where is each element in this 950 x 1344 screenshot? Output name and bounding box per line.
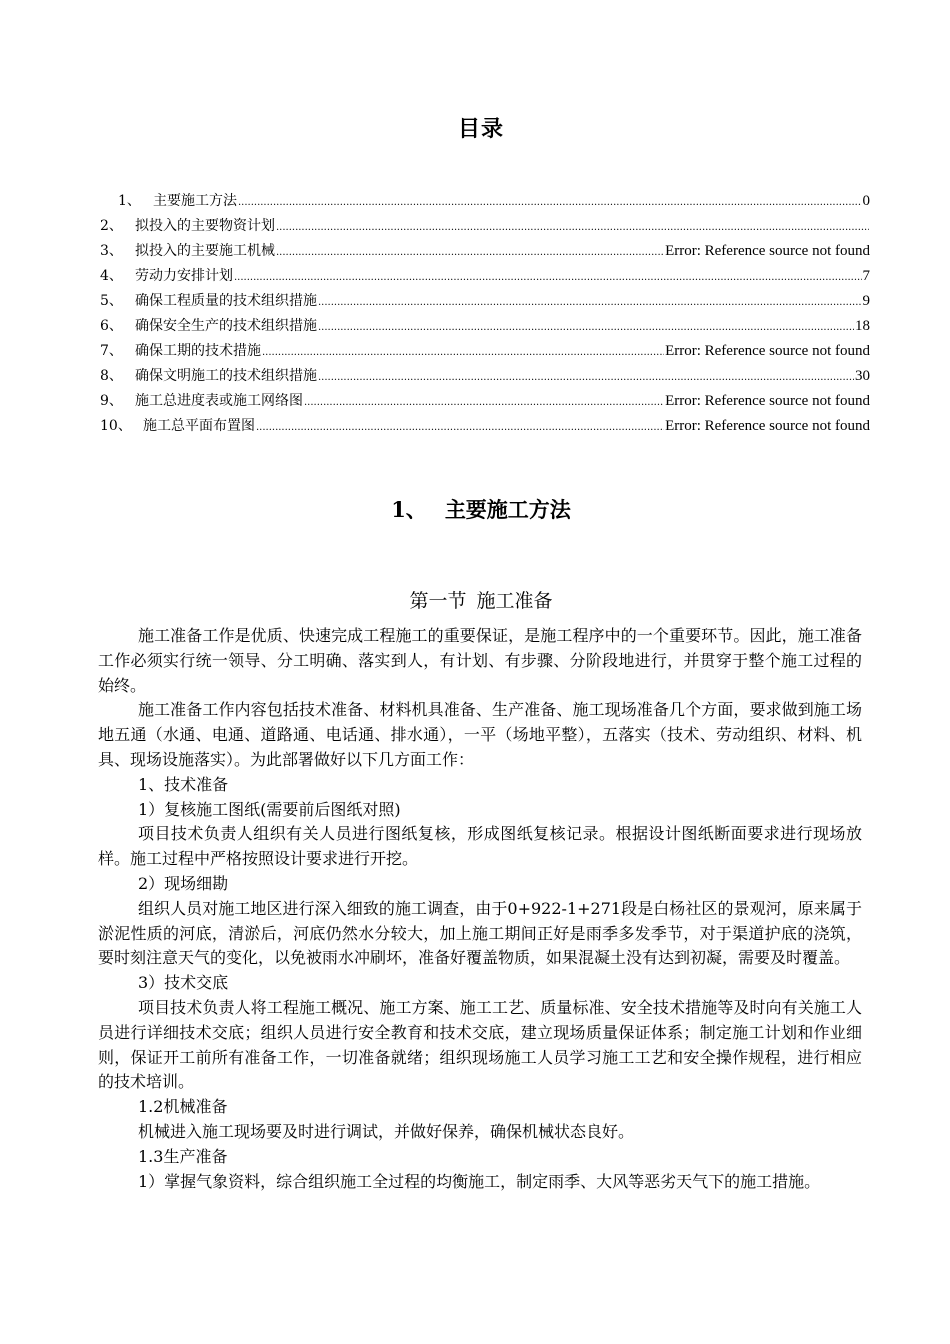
- toc-entry[interactable]: [100, 290, 870, 315]
- section-heading: [0, 494, 950, 524]
- paragraph-heading: 1、技术准备: [138, 774, 229, 794]
- toc-dot-leader: [234, 268, 862, 284]
- toc-dot-leader: [238, 193, 862, 209]
- toc-entry-label: 主要施工方法: [153, 193, 237, 209]
- paragraph-heading: 2）现场细勘: [138, 873, 229, 893]
- paragraph: 1）掌握气象资料，综合组织施工全过程的均衡施工，制定雨季、大风等恶劣天气下的施工措施。: [138, 1171, 821, 1191]
- toc-entry-label: 劳动力安排计划: [135, 268, 233, 284]
- toc-entry-page: 30: [855, 368, 870, 384]
- paragraph: 施工准备工作内容包括技术准备、材料机具准备、生产准备、施工现场准备几个方面，要求做到施工场地五通（水通、电通、道路通、电话通、排水通），一平（场地平整），五落实（技术、劳动组织、材料、机具、现场设施落实）。为此部署做好以下几方面工作：: [98, 700, 862, 769]
- toc-entry-label: 施工总平面布置图: [143, 418, 255, 434]
- toc-entry-number: 7、: [100, 343, 123, 359]
- toc-entry[interactable]: [100, 265, 870, 290]
- table-of-contents: [100, 190, 870, 440]
- toc-entry-page: Error: Reference source not found: [665, 418, 870, 434]
- toc-dot-leader: [276, 243, 664, 259]
- toc-entry-number: 5、: [100, 293, 123, 309]
- toc-entry-page: Error: Reference source not found: [665, 243, 870, 259]
- toc-entry-number: 10、: [100, 418, 132, 434]
- toc-entry[interactable]: [100, 365, 870, 390]
- paragraph: 机械进入施工现场要及时进行调试，并做好保养，确保机械状态良好。: [138, 1121, 635, 1141]
- toc-entry-page: 7: [862, 268, 870, 284]
- toc-entry[interactable]: [100, 340, 870, 365]
- subsection-number: 第一节: [409, 590, 467, 612]
- body-text: [98, 624, 862, 1194]
- paragraph: 施工准备工作是优质、快速完成工程施工的重要保证，是施工程序中的一个重要环节。因此，施工准备工作必须实行统一领导、分工明确、落实到人，有计划、有步骤、分阶段地进行，并贯穿于整个施工过程的始终。: [98, 626, 862, 695]
- toc-title: 目录: [457, 116, 504, 142]
- toc-entry[interactable]: [100, 315, 870, 340]
- paragraph: 组织人员对施工地区进行深入细致的施工调查，由于0+922-1+271段是白杨社区的景观河，原来属于淤泥性质的河底，清淤后，河底仍然水分较大，加上施工期间正好是雨季多发季节，对于渠道护底的浇筑，要时刻注意天气的变化，以免被雨水冲刷坏，准备好覆盖物质，如果混凝土没有达到初凝，需要及时覆盖。: [98, 898, 862, 968]
- paragraph-heading: 1）复核施工图纸(需要前后图纸对照): [138, 799, 401, 819]
- subsection-title: 施工准备: [476, 590, 553, 612]
- toc-entry-number: 2、: [100, 218, 123, 234]
- paragraph-heading: 1.2机械准备: [138, 1097, 228, 1117]
- paragraph-heading: 3）技术交底: [138, 973, 229, 993]
- toc-dot-leader: [318, 293, 862, 309]
- toc-entry[interactable]: [100, 390, 870, 415]
- toc-entry-label: 拟投入的主要物资计划: [135, 218, 275, 234]
- toc-entry-number: 9、: [100, 393, 123, 409]
- subsection-heading: [0, 586, 950, 613]
- toc-entry-page: 18: [855, 318, 870, 334]
- toc-entry-page: 0: [862, 193, 870, 209]
- toc-entry-label: 确保工程质量的技术组织措施: [135, 293, 317, 309]
- toc-entry-label: 确保安全生产的技术组织措施: [135, 318, 317, 334]
- toc-dot-leader: [276, 218, 869, 234]
- paragraph: 项目技术负责人将工程施工概况、施工方案、施工工艺、质量标准、安全技术措施等及时向有关施工人员进行详细技术交底；组织人员进行安全教育和技术交底，建立现场质量保证体系；制定施工计划和作业细则，保证开工前所有准备工作，一切准备就绪；组织现场施工人员学习施工工艺和安全操作规程，进行相应的技术培训。: [98, 997, 862, 1092]
- toc-dot-leader: [262, 343, 664, 359]
- toc-dot-leader: [304, 393, 664, 409]
- toc-entry-label: 拟投入的主要施工机械: [135, 243, 275, 259]
- toc-entry-number: 1、: [118, 193, 141, 209]
- toc-entry-number: 3、: [100, 243, 123, 259]
- paragraph-heading: 1.3生产准备: [138, 1146, 228, 1166]
- toc-dot-leader: [318, 318, 854, 334]
- toc-dot-leader: [318, 368, 854, 384]
- toc-entry-number: 8、: [100, 368, 123, 384]
- toc-entry[interactable]: [100, 240, 870, 265]
- toc-entry-number: 6、: [100, 318, 123, 334]
- toc-entry-label: 施工总进度表或施工网络图: [135, 393, 303, 409]
- section-number: 1、: [391, 497, 427, 522]
- section-title: 主要施工方法: [444, 497, 571, 522]
- toc-dot-leader: [256, 418, 664, 434]
- toc-entry-page: Error: Reference source not found: [665, 393, 870, 409]
- toc-entry-page: 9: [862, 293, 870, 309]
- toc-entry-label: 确保工期的技术措施: [135, 343, 261, 359]
- toc-entry[interactable]: [100, 415, 870, 440]
- toc-entry-label: 确保文明施工的技术组织措施: [135, 368, 317, 384]
- toc-entry-page: Error: Reference source not found: [665, 343, 870, 359]
- toc-entry[interactable]: [100, 190, 870, 215]
- toc-entry-number: 4、: [100, 268, 123, 284]
- paragraph: 项目技术负责人组织有关人员进行图纸复核，形成图纸复核记录。根据设计图纸断面要求进行现场放样。施工过程中严格按照设计要求进行开挖。: [98, 824, 862, 869]
- toc-entry[interactable]: [100, 215, 870, 240]
